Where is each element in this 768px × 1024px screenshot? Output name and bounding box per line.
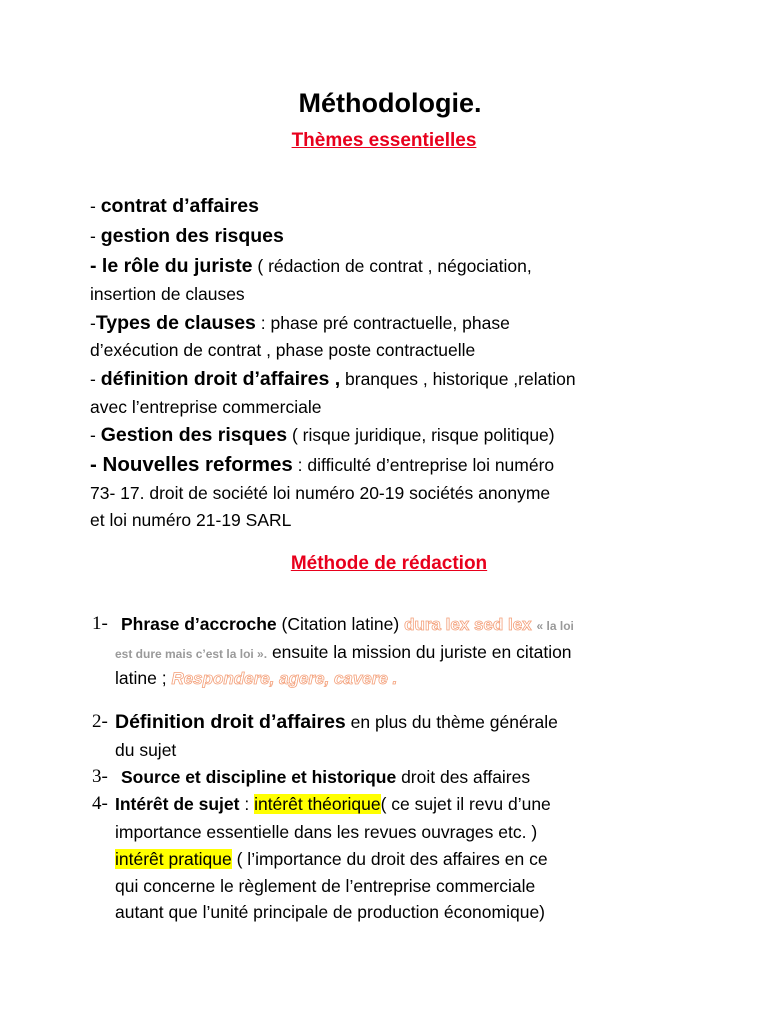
item-4-line-3: intérêt pratique ( l’importance du droit des affaires en ce [115, 849, 548, 869]
theme-line-10: - Nouvelles reformes : difficulté d’entreprise loi numéro [90, 453, 555, 476]
item-number-4: 4- [92, 793, 108, 814]
item-4-line-5: autant que l’unité principale de production économique) [115, 902, 546, 922]
item-4-line-4: qui concerne le règlement de l’entreprise commerciale [115, 876, 536, 896]
section-title-methode: Méthode de rédaction [290, 553, 488, 574]
theme-line-1: - contrat d’affaires [90, 195, 259, 217]
item-number-1: 1- [92, 613, 108, 634]
document-title: Méthodologie. [298, 88, 482, 118]
theme-line-8: avec l’entreprise commerciale [90, 397, 322, 417]
item-1-line-2: est dure mais c’est la loi ». ensuite la mission du juriste en citation [115, 642, 572, 662]
theme-line-3: - le rôle du juriste ( rédaction de contrat , négociation, [90, 255, 532, 277]
item-2-line-2: du sujet [115, 740, 177, 760]
theme-line-7: - définition droit d’affaires , branques , historique ,relation [90, 368, 576, 390]
theme-line-2: - gestion des risques [90, 225, 284, 247]
item-4-line-2: importance essentielle dans les revues ouvrages etc. ) [115, 822, 538, 842]
theme-line-6: d’exécution de contrat , phase poste contractuelle [90, 340, 476, 360]
theme-line-11: 73- 17. droit de société loi numéro 20-19 sociétés anonyme [90, 483, 551, 503]
section-title-themes: Thèmes essentielles [291, 130, 477, 151]
item-2-line-1: Définition droit d’affaires en plus du thème générale [115, 711, 558, 733]
item-number-2: 2- [92, 711, 108, 732]
item-number-3: 3- [92, 766, 108, 787]
theme-line-9: - Gestion des risques ( risque juridique, risque politique) [90, 424, 555, 446]
item-4-line-1: Intérêt de sujet : intérêt théorique( ce sujet il revu d’une [115, 794, 551, 814]
theme-line-4: insertion de clauses [90, 284, 245, 304]
theme-line-12: et loi numéro 21-19 SARL [90, 510, 292, 530]
item-1-line-1: Phrase d’accroche (Citation latine) dura lex sed lex « la loi [121, 614, 574, 634]
theme-line-5: -Types de clauses : phase pré contractuelle, phase [90, 312, 510, 334]
item-1-line-3: latine ; Respondere, agere, cavere . [115, 668, 398, 688]
item-3-line-1: Source et discipline et historique droit des affaires [121, 767, 531, 787]
